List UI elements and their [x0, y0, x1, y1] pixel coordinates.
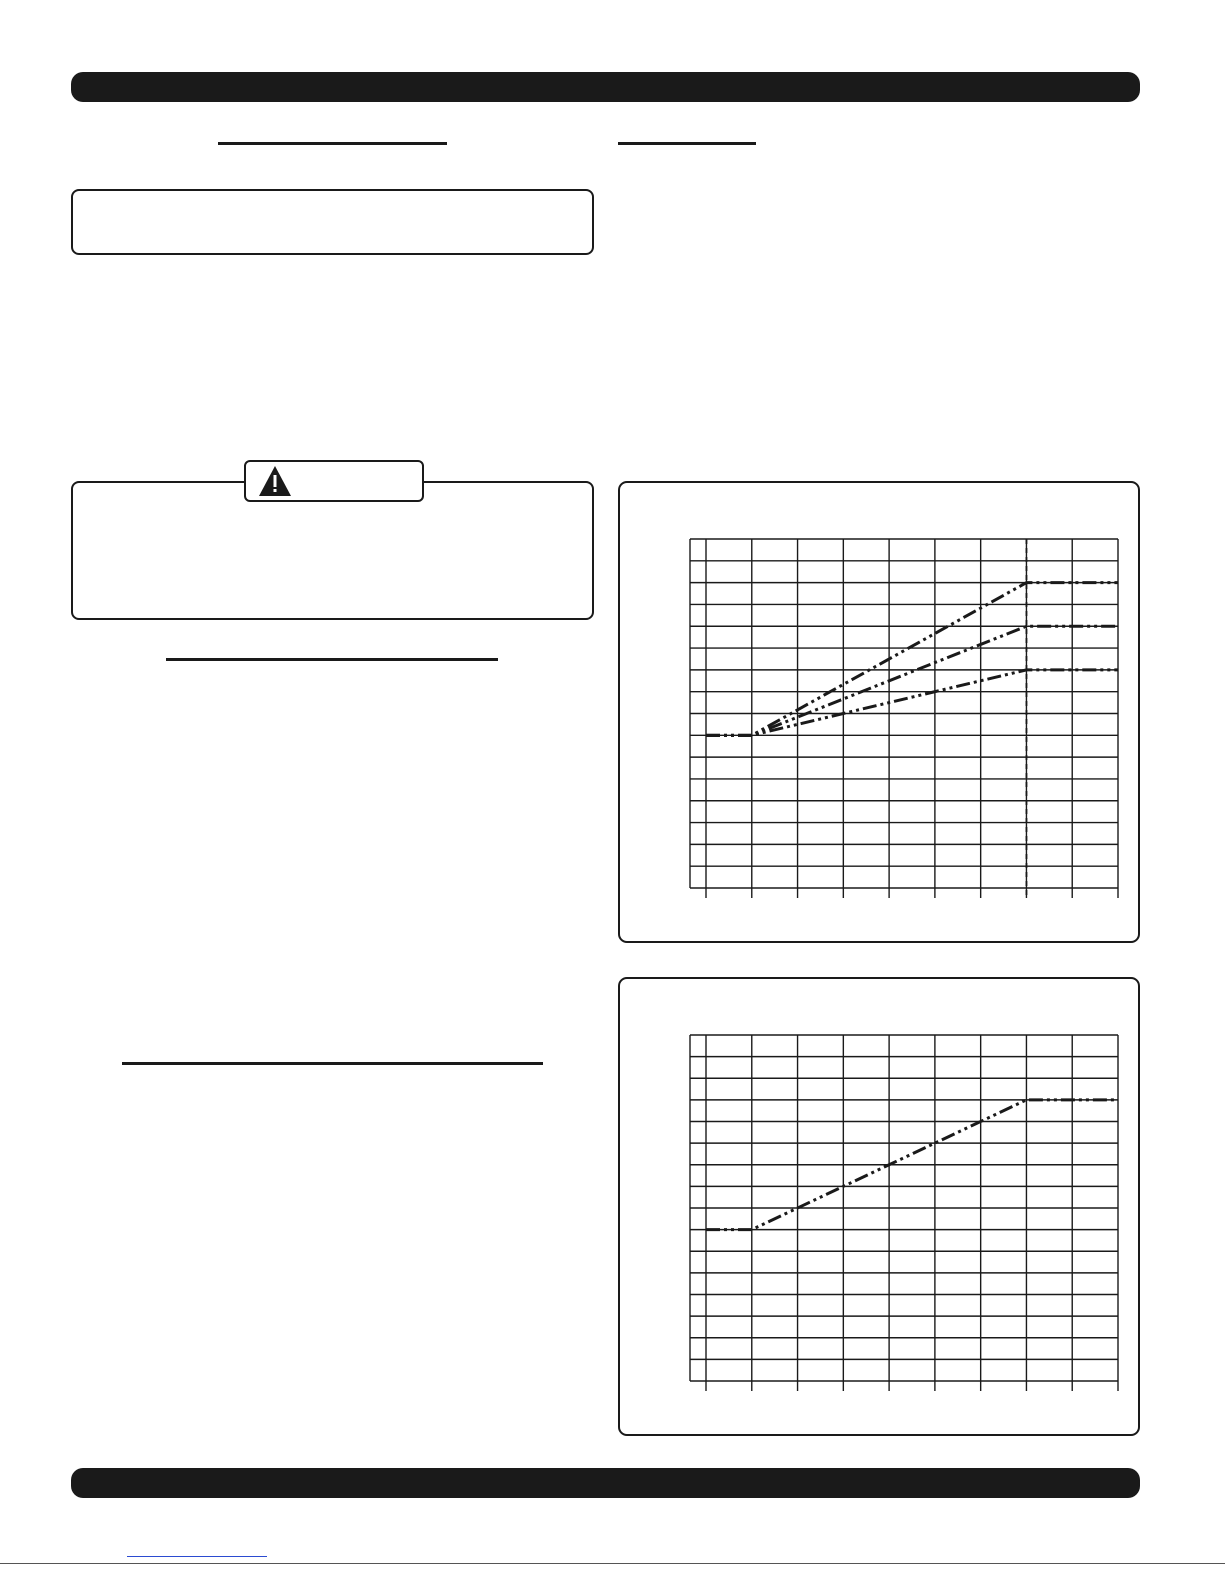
chart-panel-1 — [618, 481, 1140, 943]
chart-2 — [618, 977, 1140, 1436]
section-heading-rule-2 — [618, 142, 756, 145]
section-heading-rule-3 — [166, 658, 498, 661]
note-box — [71, 189, 594, 255]
chart-1 — [618, 481, 1140, 943]
chart-panel-2 — [618, 977, 1140, 1436]
header-bar — [71, 72, 1140, 102]
warning-tab — [244, 460, 424, 502]
section-heading-rule-4 — [122, 1062, 543, 1065]
series-line-2 — [706, 626, 1118, 735]
footer-bar — [71, 1468, 1140, 1498]
section-heading-rule-1 — [218, 142, 447, 145]
warning-triangle-icon — [258, 465, 292, 497]
series-line-1 — [706, 583, 1118, 736]
page-link-underline[interactable] — [127, 1556, 267, 1557]
page-bottom-rule — [0, 1563, 1225, 1564]
